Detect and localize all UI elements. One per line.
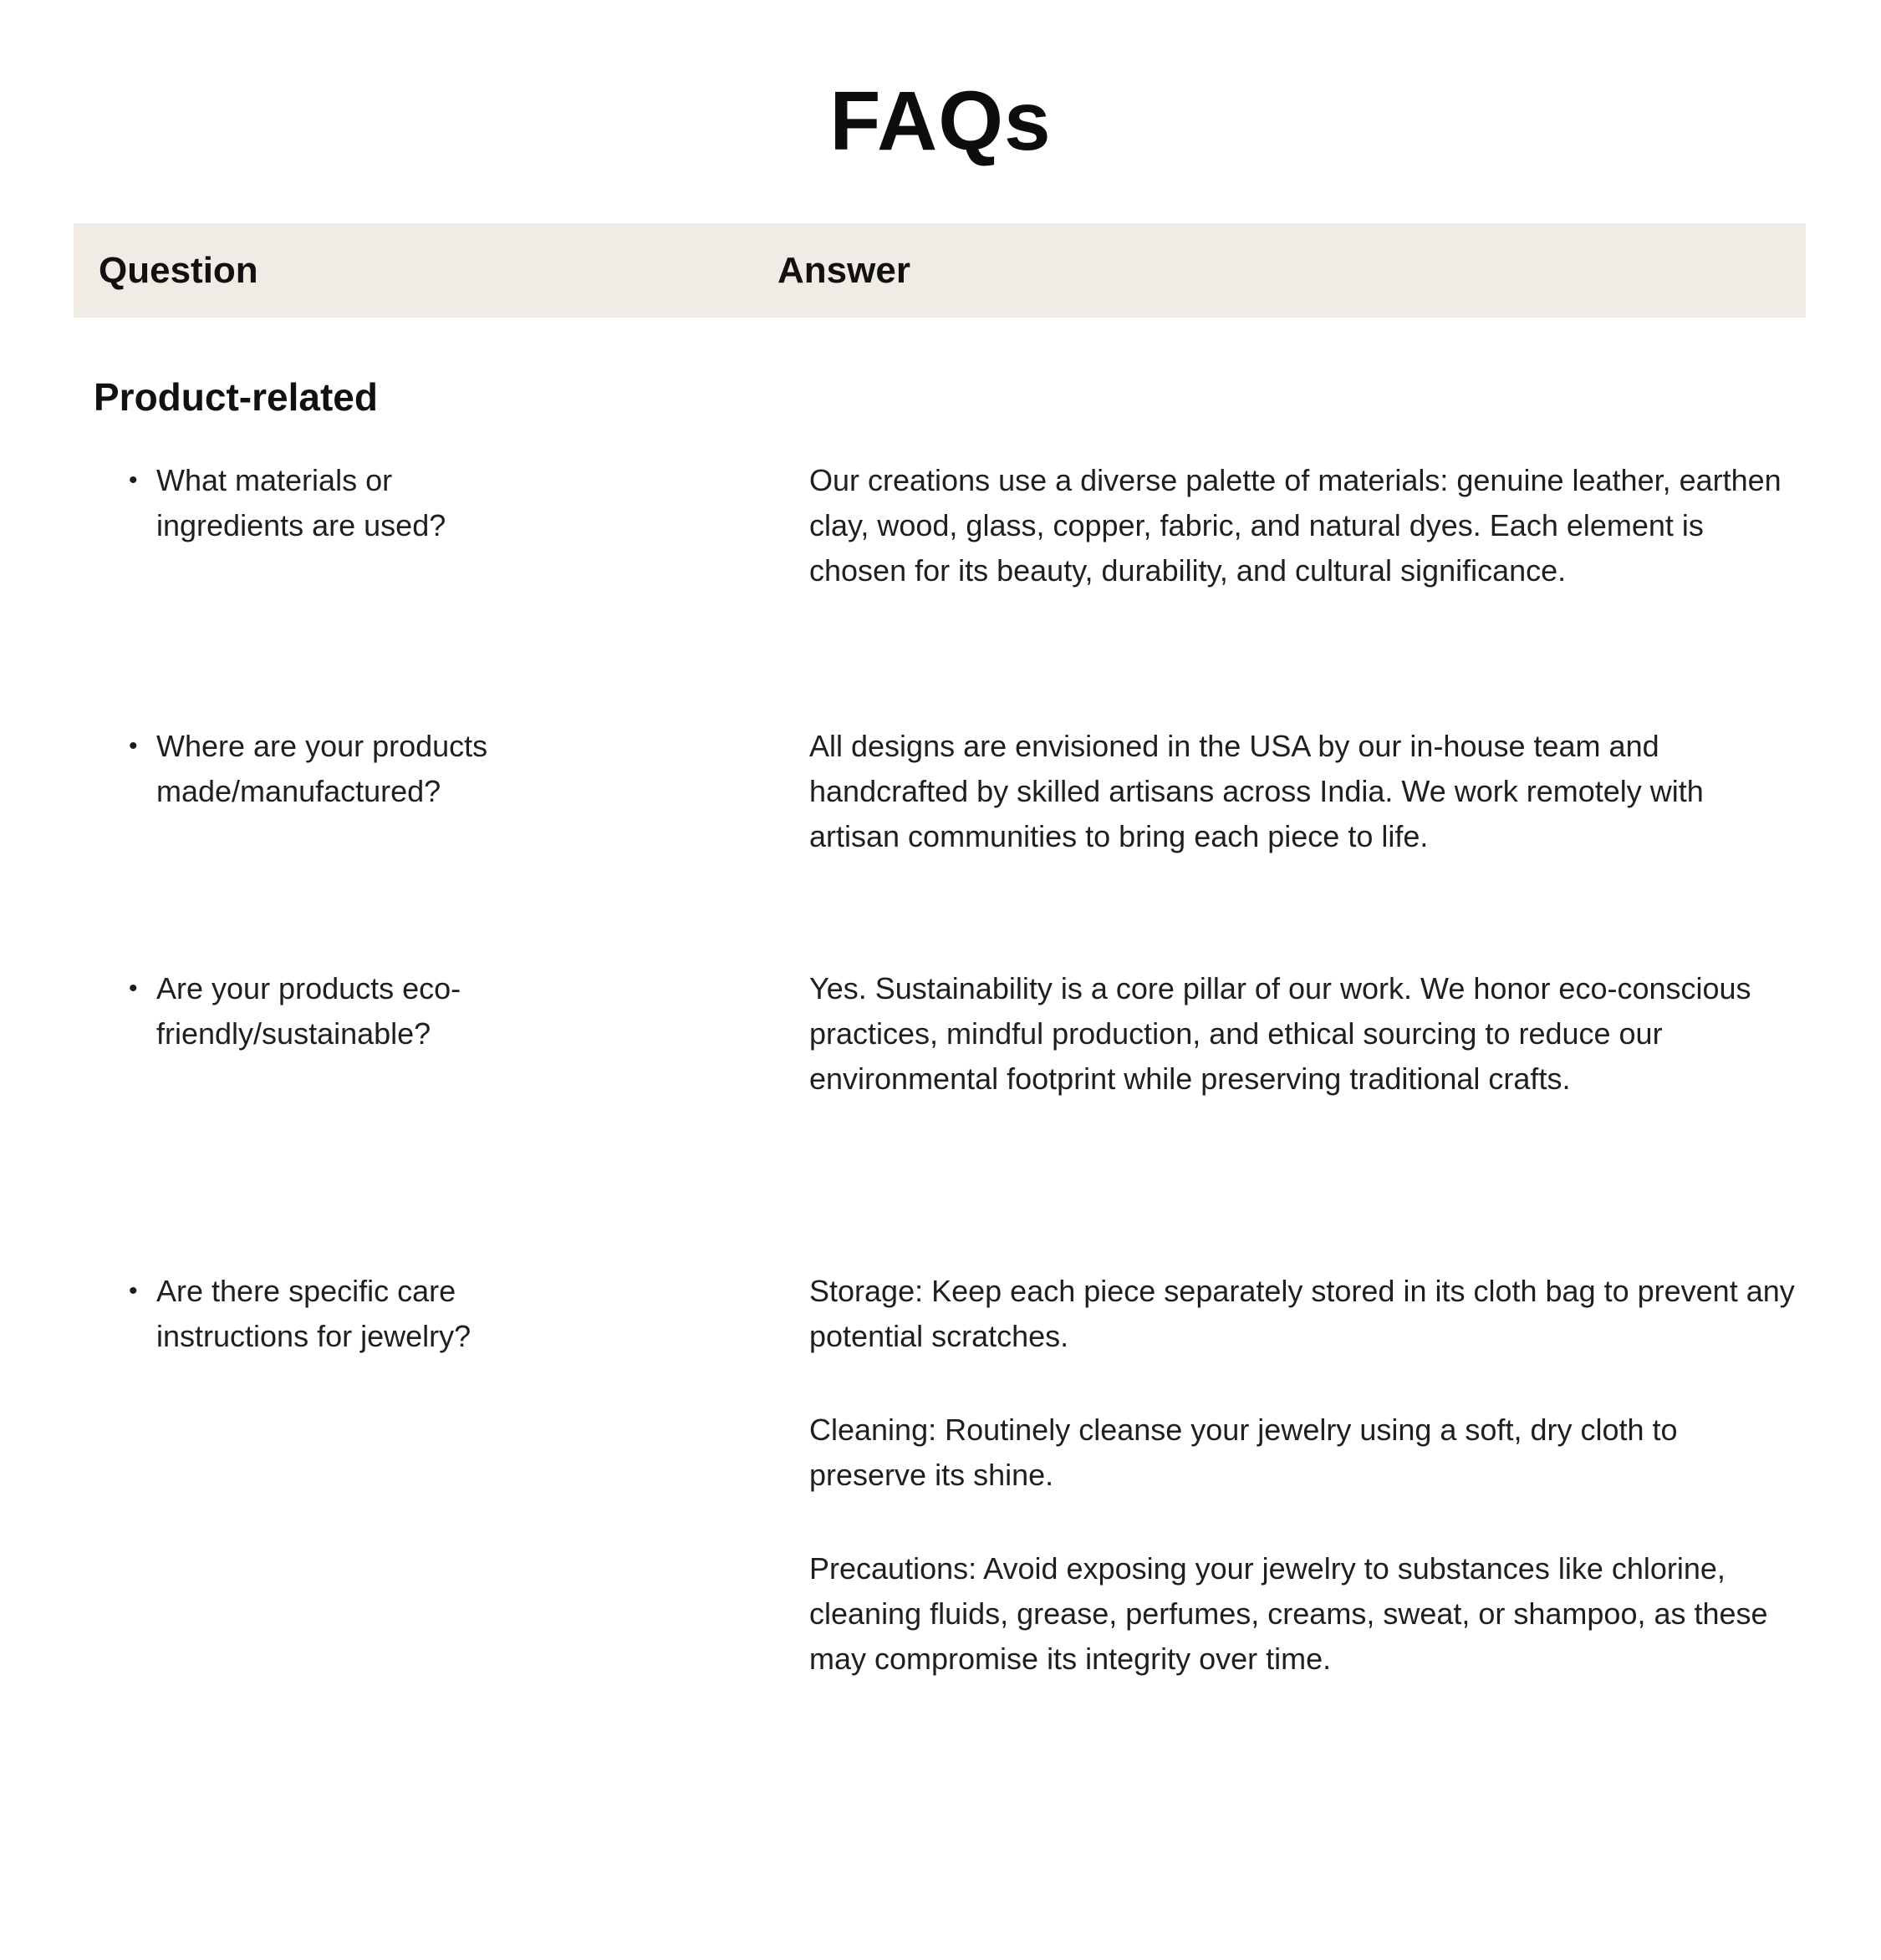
bullet-icon: • (129, 732, 138, 760)
answer-cell (777, 966, 1881, 1102)
question-column-header: Question (99, 249, 258, 291)
answer-paragraph: Storage: Keep each piece separately stored in its cloth bag to prevent any potential scratches. (809, 1274, 1795, 1353)
answer-cell (777, 458, 1881, 593)
answer-paragraph: Cleaning: Routinely cleanse your jewelry using a soft, dry cloth to preserve its shine. (809, 1413, 1678, 1492)
table-row (74, 458, 1881, 724)
question-cell (74, 724, 777, 814)
answer-paragraph: Yes. Sustainability is a core pillar of our work. We honor eco-conscious practices, mindful production, and ethical sourcing to reduce our environmental footprint while preserving traditional crafts. (809, 971, 1751, 1096)
question-cell (74, 458, 777, 548)
faq-page (0, 74, 1881, 1960)
table-row (74, 966, 1881, 1269)
answer-column-header: Answer (777, 249, 910, 291)
answer-cell (777, 1269, 1881, 1682)
section-label-product-related: Product-related (94, 375, 378, 419)
page-title: FAQs (829, 74, 1052, 168)
answer-paragraph: Precautions: Avoid exposing your jewelry to substances like chlorine, cleaning fluids, grease, perfumes, creams, sweat, or shampoo, as these may compromise its integrity over time. (809, 1551, 1768, 1676)
answer-paragraph: Our creations use a diverse palette of materials: genuine leather, earthen clay, wood, glass, copper, fabric, and natural dyes. Each element is chosen for its beauty, durability, and cultural significance. (809, 463, 1782, 588)
question-text: Are there specific care instructions for jewelry? (156, 1274, 472, 1353)
question-cell (74, 966, 777, 1056)
answer-paragraph: All designs are envisioned in the USA by our in-house team and handcrafted by skilled artisans across India. We work remotely with artisan communities to bring each piece to life. (809, 729, 1704, 853)
table-row (74, 724, 1881, 966)
bullet-icon: • (129, 466, 138, 494)
question-text: What materials or ingredients are used? (156, 463, 446, 542)
question-cell (74, 1269, 777, 1359)
answer-cell (777, 724, 1881, 859)
bullet-icon: • (129, 1277, 138, 1305)
bullet-icon: • (129, 975, 138, 1002)
table-row (74, 1269, 1881, 1682)
table-header-row (74, 223, 1806, 318)
question-text: Where are your products made/manufactured? (156, 729, 488, 808)
faq-table-body (74, 458, 1881, 1682)
question-text: Are your products eco-friendly/sustainable? (156, 971, 461, 1051)
